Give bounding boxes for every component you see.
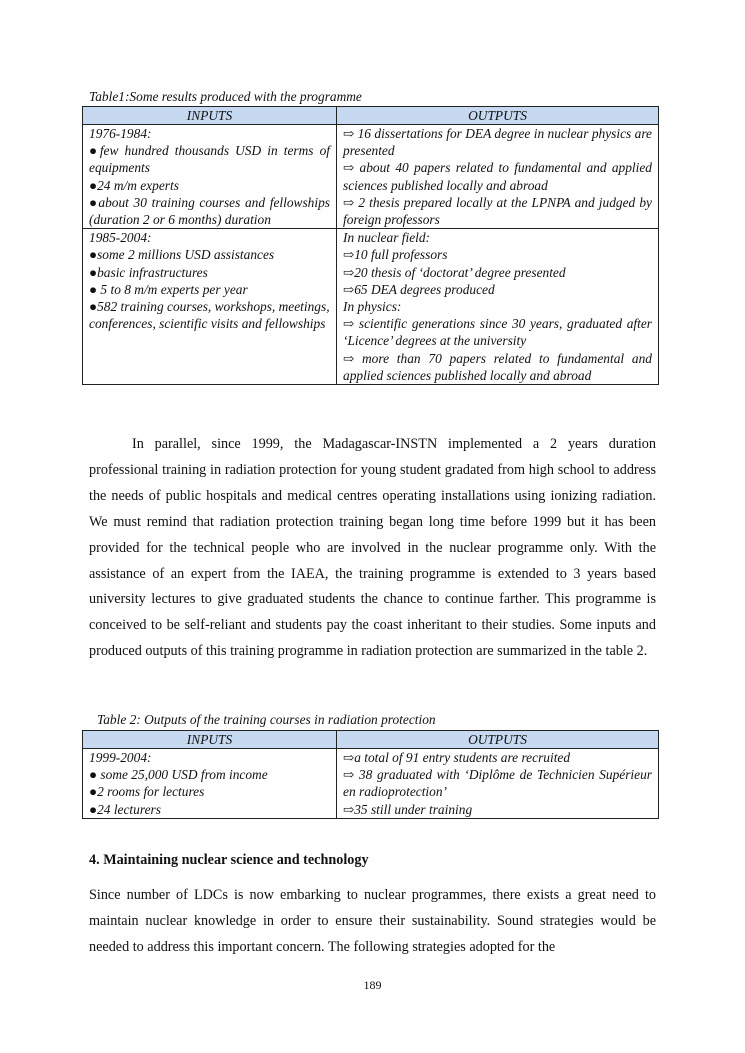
table2 [82, 730, 659, 819]
list-item: ⇨ 16 dissertations for DEA degree in nuclear physics are presented [343, 126, 652, 159]
list-item: 1985-2004: [89, 230, 152, 246]
list-item: ●2 rooms for lectures [89, 784, 205, 800]
list-item: ●few hundred thousands USD in terms of equipments [89, 143, 330, 176]
table1-header-outputs: OUTPUTS [337, 107, 659, 125]
section-paragraph: Since number of LDCs is now embarking to nuclear programmes, there exists a great need to maintain nuclear knowledge in order to ensure their sustainability. Sound strategies would be needed to address this important concern. The following strategies adopted for the [89, 887, 656, 955]
list-item: ⇨ 38 graduated with ‘Diplôme de Technicien Supérieur en radioprotection’ [343, 767, 652, 800]
list-item: ●24 lecturers [89, 801, 161, 817]
list-item: ⇨ 2 thesis prepared locally at the LPNPA and judged by foreign professors [343, 194, 652, 228]
table2-caption: Table 2: Outputs of the training courses in radiation protection [97, 712, 436, 727]
list-item: ⇨10 full professors [343, 247, 448, 263]
list-item: ●some 2 millions USD assistances [89, 247, 275, 263]
table1-row1-inputs [83, 125, 337, 229]
list-item: 1999-2004: [89, 750, 152, 765]
table1-row2-inputs [83, 229, 337, 385]
list-item: ⇨65 DEA degrees produced [343, 281, 495, 297]
list-item: ⇨a total of 91 entry students are recruited [343, 750, 571, 765]
list-item: ●basic infrastructures [89, 264, 208, 280]
list-item: ⇨ more than 70 papers related to fundamental and applied sciences published locally and abroad [343, 350, 652, 383]
table2-header-inputs: INPUTS [83, 731, 337, 749]
list-item: ● 5 to 8 m/m experts per year [89, 281, 248, 297]
list-item: ⇨35 still under training [343, 801, 473, 817]
table-row [83, 229, 659, 385]
list-item: ● some 25,000 USD from income [89, 767, 268, 783]
table2-outputs [337, 749, 659, 819]
table1 [82, 106, 659, 385]
table-row [83, 125, 659, 229]
list-item: ●582 training courses, workshops, meetings, conferences, scientific visits and fellowships [89, 299, 330, 332]
list-item: In nuclear field: [343, 230, 431, 246]
section-heading: 4. Maintaining nuclear science and technology [89, 852, 369, 868]
table1-header-inputs: INPUTS [83, 107, 337, 125]
list-item: ●24 m/m experts [89, 177, 179, 193]
list-item: In physics: [343, 299, 402, 315]
table1-row1-outputs [337, 125, 659, 229]
table2-inputs [83, 749, 337, 819]
list-item: ⇨ scientific generations since 30 years, graduated after ‘Licence’ degrees at the university [343, 316, 652, 349]
table2-header-outputs: OUTPUTS [337, 731, 659, 749]
list-item: ⇨ about 40 papers related to fundamental and applied sciences published locally and abroad [343, 160, 652, 193]
list-item: 1976-1984: [89, 126, 152, 141]
table1-row2-outputs [337, 229, 659, 385]
table1-caption: Table1:Some results produced with the programme [89, 89, 362, 104]
list-item: ⇨20 thesis of ‘doctorat’ degree presented [343, 264, 566, 280]
table-row [83, 749, 659, 819]
list-item: ●about 30 training courses and fellowships (duration 2 or 6 months) duration [89, 194, 330, 228]
body-paragraph: In parallel, since 1999, the Madagascar-INSTN implemented a 2 years duration professional training in radiation protection for young student gradated from high school to address the needs of public hospitals and medical centres operating installations using ionizing radiation. We must remind that radiation protection training began long time before 1999 but it has been provided for the technical people who are involved in the nuclear programme only. With the assistance of an expert from the IAEA, the training programme is extended to 3 years based university lectures to give graduated students the chance to continue farther. This programme is conceived to be self-reliant and students pay the coast inheritant to their studies. Some inputs and produced outputs of this training programme in radiation protection are summarized in the table 2. [89, 436, 656, 660]
page-number: 189 [363, 978, 382, 992]
